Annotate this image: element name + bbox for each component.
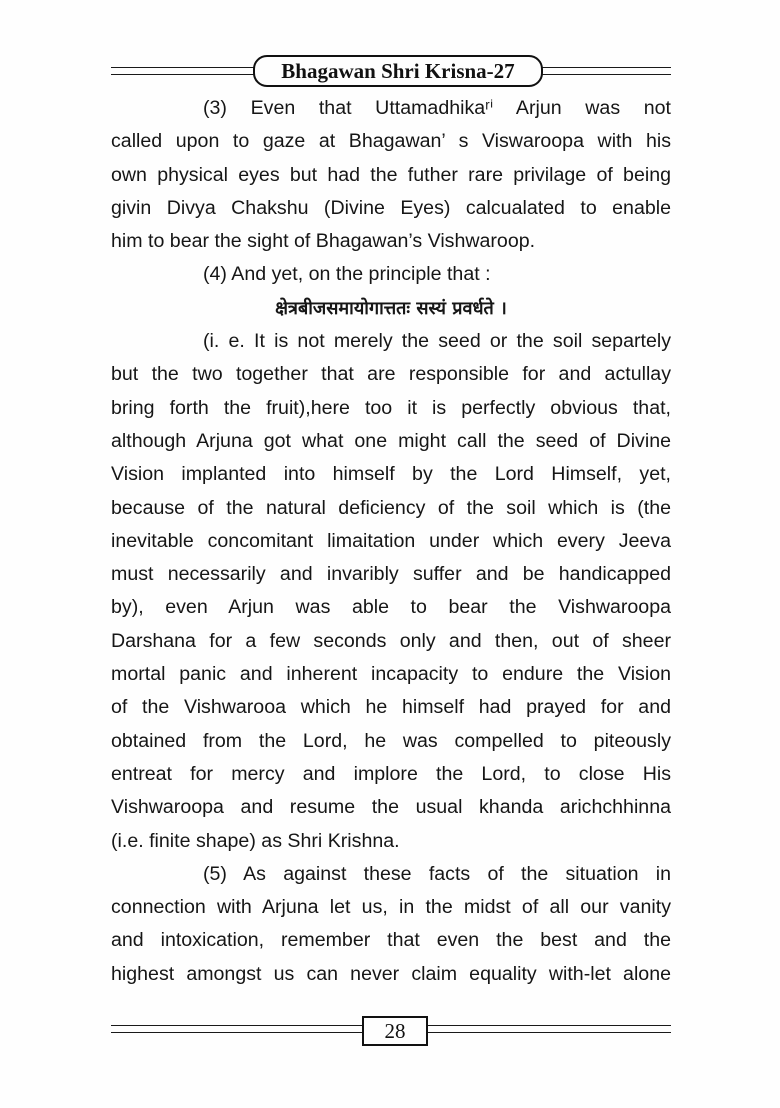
gloss-line-7: inevitable concomitant limaitation under which every Jeeva — [111, 529, 671, 552]
gloss-line-3: bring forth the fruit),here too it is perfectly obvious that, — [111, 396, 671, 419]
gloss-line-11: mortal panic and inherent incapacity to endure the Vision — [111, 663, 671, 686]
gloss-line-13: obtained from the Lord, he was compelled to piteously — [111, 729, 671, 752]
body-text — [111, 92, 671, 991]
paragraph-3-line-2: called upon to gaze at Bhagawan’ s Viswaroopa with his — [111, 130, 671, 153]
paragraph-5-line-2: connection with Arjuna let us, in the midst of all our vanity — [111, 896, 671, 919]
sanskrit-verse: क्षेत्रबीजसमायोगात्ततः सस्यं प्रवर्धते । — [275, 297, 507, 319]
gloss-line-2: but the two together that are responsible for and actullay — [111, 363, 671, 386]
paragraph-3-line-5: him to bear the sight of Bhagawan’s Vishwaroop. — [111, 230, 536, 253]
gloss-line-9: by), even Arjun was able to bear the Vishwaroopa — [111, 596, 671, 619]
page-number: 28 — [362, 1016, 428, 1046]
footer-double-rule-right — [427, 1025, 671, 1033]
running-header — [111, 55, 671, 87]
gloss-line-15: Vishwaroopa and resume the usual khanda arichchhinna — [111, 796, 671, 819]
header-double-rule-right — [538, 67, 671, 75]
gloss-line-5: Vision implanted into himself by the Lord Himself, yet, — [111, 463, 671, 486]
gloss-line-10: Darshana for a few seconds only and then, out of sheer — [111, 629, 671, 652]
gloss-line-4: although Arjuna got what one might call the seed of Divine — [111, 429, 671, 452]
gloss-line-14: entreat for mercy and implore the Lord, to close His — [111, 762, 671, 785]
paragraph-5-line-1: (5) As against these facts of the situation in — [203, 862, 671, 885]
paragraph-3-line-3: own physical eyes but had the futher rare privilage of being — [111, 163, 671, 186]
page-footer — [111, 1015, 671, 1045]
gloss-line-12: of the Vishwarooa which he himself had prayed for and — [111, 696, 671, 719]
footer-double-rule-left — [111, 1025, 363, 1033]
paragraph-5-line-3: and intoxication, remember that even the best and the — [111, 929, 671, 952]
gloss-line-16: (i.e. finite shape) as Shri Krishna. — [111, 829, 400, 852]
paragraph-5-line-4: highest amongst us can never claim equality with-let alone — [111, 962, 671, 985]
paragraph-3-line-1: (3) Even that Uttamadhikaʳⁱ Arjun was not — [203, 97, 671, 119]
gloss-line-1: (i. e. It is not merely the seed or the soil separtely — [203, 330, 671, 353]
gloss-line-8: must necessarily and invaribly suffer and be handicapped — [111, 563, 671, 586]
gloss-line-6: because of the natural deficiency of the soil which is (the — [111, 496, 671, 519]
paragraph-3-line-4: givin Divya Chakshu (Divine Eyes) calcualated to enable — [111, 196, 671, 219]
paragraph-4-line-1: (4) And yet, on the principle that : — [203, 263, 491, 286]
running-title: Bhagawan Shri Krisna-27 — [253, 55, 543, 87]
header-double-rule-left — [111, 67, 256, 75]
